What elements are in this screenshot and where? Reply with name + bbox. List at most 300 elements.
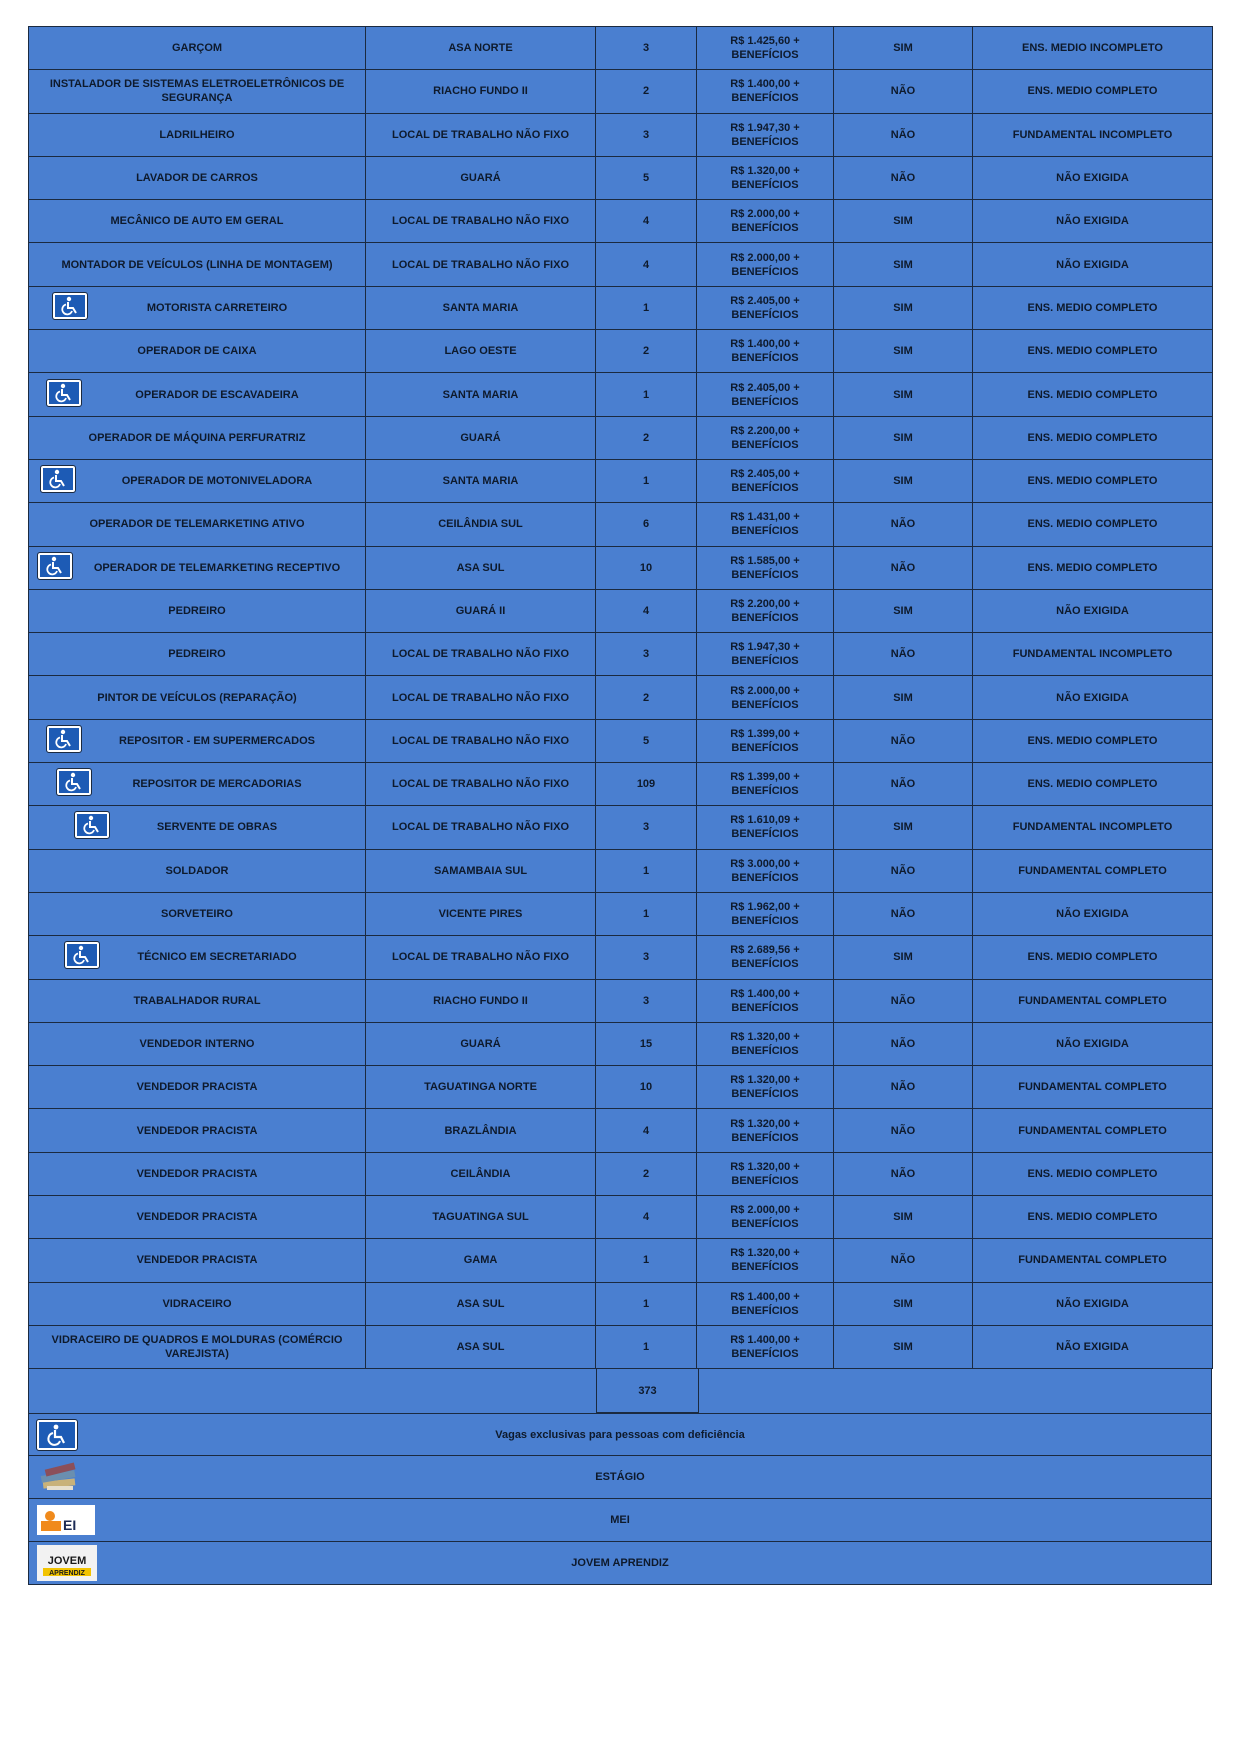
salary-amount: R$ 1.400,00 + — [730, 78, 800, 91]
occupation-cell — [29, 1066, 366, 1109]
salary-amount: R$ 2.405,00 + — [730, 294, 800, 307]
vacancies-cell: 4 — [596, 1109, 697, 1152]
experience-cell: SIM — [834, 243, 973, 286]
experience-cell: SIM — [834, 1196, 973, 1239]
vacancies-cell: 3 — [596, 936, 697, 979]
legend-mei-row — [28, 1499, 1212, 1542]
table-row — [29, 719, 1213, 762]
salary-amount: R$ 1.400,00 + — [730, 338, 800, 351]
salary-benefits: BENEFÍCIOS — [731, 1001, 799, 1014]
occupation-cell — [29, 373, 366, 416]
location-cell: BRAZLÂNDIA — [366, 1109, 596, 1152]
wheelchair-icon — [47, 380, 81, 410]
education-cell: ENS. MEDIO COMPLETO — [973, 503, 1213, 546]
vacancies-cell: 3 — [596, 806, 697, 849]
experience-cell: NÃO — [834, 892, 973, 935]
job-rows — [29, 27, 1213, 1369]
vacancies-cell: 1 — [596, 1282, 697, 1325]
experience-cell: NÃO — [834, 1109, 973, 1152]
vacancies-cell: 1 — [596, 1239, 697, 1282]
education-cell: FUNDAMENTAL COMPLETO — [973, 1239, 1213, 1282]
experience-cell: NÃO — [834, 156, 973, 199]
salary-amount: R$ 1.399,00 + — [730, 727, 800, 740]
salary-benefits: BENEFÍCIOS — [731, 438, 799, 451]
salary-cell — [697, 1282, 834, 1325]
salary-cell — [697, 849, 834, 892]
location-cell: LAGO OESTE — [366, 330, 596, 373]
job-vacancies-table — [28, 26, 1213, 1369]
location-cell: LOCAL DE TRABALHO NÃO FIXO — [366, 676, 596, 719]
location-cell: ASA NORTE — [366, 27, 596, 70]
table-row — [29, 936, 1213, 979]
experience-cell: NÃO — [834, 763, 973, 806]
vacancies-cell: 1 — [596, 459, 697, 502]
table-row — [29, 1022, 1213, 1065]
salary-amount: R$ 1.425,60 + — [730, 35, 800, 48]
wheelchair-icon — [75, 812, 109, 842]
salary-cell — [697, 892, 834, 935]
salary-benefits: BENEFÍCIOS — [731, 871, 799, 884]
legend-pcd-row — [28, 1413, 1212, 1456]
vacancies-cell: 1 — [596, 849, 697, 892]
salary-benefits: BENEFÍCIOS — [731, 1261, 799, 1274]
salary-amount: R$ 1.400,00 + — [730, 1334, 800, 1347]
education-cell: NÃO EXIGIDA — [973, 589, 1213, 632]
experience-cell: SIM — [834, 200, 973, 243]
experience-cell: SIM — [834, 676, 973, 719]
location-cell: TAGUATINGA NORTE — [366, 1066, 596, 1109]
table-row — [29, 849, 1213, 892]
education-cell: FUNDAMENTAL INCOMPLETO — [973, 113, 1213, 156]
occupation-label: PINTOR DE VEÍCULOS (REPARAÇÃO) — [97, 691, 297, 704]
occupation-label: VENDEDOR PRACISTA — [136, 1124, 258, 1137]
location-cell: TAGUATINGA SUL — [366, 1196, 596, 1239]
table-row — [29, 503, 1213, 546]
experience-cell: SIM — [834, 1325, 973, 1368]
salary-benefits: BENEFÍCIOS — [731, 612, 799, 624]
experience-cell: NÃO — [834, 503, 973, 546]
occupation-cell — [29, 113, 366, 156]
salary-amount: R$ 1.962,00 + — [730, 901, 800, 914]
occupation-label: OPERADOR DE CAIXA — [137, 345, 257, 358]
education-cell: ENS. MEDIO COMPLETO — [973, 330, 1213, 373]
vacancies-cell: 3 — [596, 27, 697, 70]
education-cell: NÃO EXIGIDA — [973, 1325, 1213, 1368]
salary-cell — [697, 979, 834, 1022]
occupation-label: SORVETEIRO — [161, 908, 233, 921]
total-row — [28, 1369, 1212, 1413]
occupation-label: SERVENTE DE OBRAS — [156, 821, 278, 834]
location-cell: RIACHO FUNDO II — [366, 979, 596, 1022]
vacancies-cell: 6 — [596, 503, 697, 546]
salary-amount: R$ 2.000,00 + — [730, 1204, 800, 1217]
table-row — [29, 1325, 1213, 1368]
salary-amount: R$ 1.585,00 + — [730, 554, 800, 567]
salary-amount: R$ 1.947,30 + — [730, 121, 800, 134]
experience-cell: SIM — [834, 416, 973, 459]
occupation-cell — [29, 849, 366, 892]
occupation-label: OPERADOR DE MOTONIVELADORA — [121, 475, 313, 488]
education-cell: NÃO EXIGIDA — [973, 200, 1213, 243]
occupation-label: OPERADOR DE TELEMARKETING RECEPTIVO — [93, 561, 341, 574]
occupation-cell — [29, 459, 366, 502]
salary-benefits: BENEFÍCIOS — [731, 1304, 799, 1317]
salary-benefits: BENEFÍCIOS — [731, 49, 799, 62]
experience-cell: NÃO — [834, 70, 973, 113]
occupation-label: MECÂNICO DE AUTO EM GERAL — [110, 215, 284, 228]
occupation-label: SOLDADOR — [165, 864, 229, 877]
legend-pcd-text: Vagas exclusivas para pessoas com deficiência — [495, 1428, 745, 1441]
salary-cell — [697, 1325, 834, 1368]
salary-benefits: BENEFÍCIOS — [731, 308, 799, 321]
salary-cell — [697, 589, 834, 632]
experience-cell: SIM — [834, 1282, 973, 1325]
legend-mei-text: MEI — [610, 1514, 630, 1527]
salary-amount: R$ 1.320,00 + — [730, 165, 800, 178]
table-row — [29, 892, 1213, 935]
salary-amount: R$ 1.431,00 + — [730, 511, 800, 524]
occupation-label: MONTADOR DE VEÍCULOS (LINHA DE MONTAGEM) — [61, 258, 333, 271]
education-cell: FUNDAMENTAL INCOMPLETO — [973, 806, 1213, 849]
occupation-cell — [29, 330, 366, 373]
table-row — [29, 200, 1213, 243]
salary-cell — [697, 719, 834, 762]
occupation-label: VENDEDOR INTERNO — [139, 1037, 255, 1050]
location-cell: ASA SUL — [366, 1282, 596, 1325]
occupation-label: PEDREIRO — [168, 648, 226, 661]
salary-amount: R$ 2.405,00 + — [730, 468, 800, 481]
wheelchair-icon — [57, 769, 91, 799]
occupation-cell — [29, 286, 366, 329]
occupation-label: VENDEDOR PRACISTA — [136, 1254, 258, 1267]
location-cell: GUARÁ II — [366, 589, 596, 632]
table-row — [29, 979, 1213, 1022]
salary-cell — [697, 200, 834, 243]
mei-logo — [37, 1505, 95, 1535]
salary-cell — [697, 156, 834, 199]
education-cell: NÃO EXIGIDA — [973, 243, 1213, 286]
occupation-cell — [29, 156, 366, 199]
education-cell: FUNDAMENTAL COMPLETO — [973, 1109, 1213, 1152]
education-cell: ENS. MEDIO COMPLETO — [973, 546, 1213, 589]
education-cell: ENS. MEDIO COMPLETO — [973, 1152, 1213, 1195]
vacancies-cell: 2 — [596, 70, 697, 113]
vacancies-cell: 2 — [596, 676, 697, 719]
occupation-cell — [29, 936, 366, 979]
location-cell: LOCAL DE TRABALHO NÃO FIXO — [366, 243, 596, 286]
salary-cell — [697, 1022, 834, 1065]
salary-amount: R$ 1.399,00 + — [730, 771, 800, 784]
education-cell: FUNDAMENTAL COMPLETO — [973, 849, 1213, 892]
salary-amount: R$ 1.400,00 + — [730, 1290, 800, 1303]
education-cell: ENS. MEDIO COMPLETO — [973, 286, 1213, 329]
experience-cell: NÃO — [834, 113, 973, 156]
salary-benefits: BENEFÍCIOS — [731, 395, 799, 408]
salary-benefits: BENEFÍCIOS — [731, 482, 799, 495]
occupation-cell — [29, 633, 366, 676]
books-icon — [37, 1460, 81, 1494]
wheelchair-icon — [53, 293, 87, 323]
salary-amount: R$ 3.000,00 + — [730, 857, 800, 870]
table-row — [29, 70, 1213, 113]
occupation-cell — [29, 1239, 366, 1282]
occupation-cell — [29, 979, 366, 1022]
salary-amount: R$ 1.320,00 + — [730, 1117, 800, 1130]
vacancies-cell: 10 — [596, 546, 697, 589]
location-cell: RIACHO FUNDO II — [366, 70, 596, 113]
occupation-cell — [29, 416, 366, 459]
salary-benefits: BENEFÍCIOS — [731, 525, 799, 538]
vacancies-cell: 10 — [596, 1066, 697, 1109]
vacancies-cell: 15 — [596, 1022, 697, 1065]
education-cell: NÃO EXIGIDA — [973, 676, 1213, 719]
salary-amount: R$ 1.400,00 + — [730, 987, 800, 1000]
svg-text:APRENDIZ: APRENDIZ — [49, 1570, 85, 1578]
experience-cell: NÃO — [834, 1152, 973, 1195]
legend-estagio-row — [28, 1456, 1212, 1499]
occupation-cell — [29, 1196, 366, 1239]
occupation-label: VENDEDOR PRACISTA — [136, 1211, 258, 1224]
table-row — [29, 676, 1213, 719]
occupation-label: LADRILHEIRO — [159, 128, 235, 141]
experience-cell: NÃO — [834, 979, 973, 1022]
vacancies-cell: 3 — [596, 113, 697, 156]
salary-cell — [697, 286, 834, 329]
location-cell: ASA SUL — [366, 1325, 596, 1368]
occupation-cell — [29, 1325, 366, 1368]
location-cell: SANTA MARIA — [366, 373, 596, 416]
occupation-cell — [29, 892, 366, 935]
experience-cell: NÃO — [834, 1239, 973, 1282]
vacancies-cell: 1 — [596, 1325, 697, 1368]
vacancies-cell: 5 — [596, 719, 697, 762]
experience-cell: SIM — [834, 936, 973, 979]
occupation-cell — [29, 503, 366, 546]
salary-benefits: BENEFÍCIOS — [731, 1131, 799, 1144]
table-row — [29, 156, 1213, 199]
occupation-cell — [29, 1282, 366, 1325]
occupation-label: VENDEDOR PRACISTA — [136, 1167, 258, 1180]
education-cell: FUNDAMENTAL INCOMPLETO — [973, 633, 1213, 676]
salary-benefits: BENEFÍCIOS — [731, 915, 799, 928]
salary-amount: R$ 2.000,00 + — [730, 251, 800, 264]
salary-cell — [697, 806, 834, 849]
salary-amount: R$ 1.947,30 + — [730, 641, 800, 654]
vacancies-cell: 1 — [596, 892, 697, 935]
location-cell: GUARÁ — [366, 416, 596, 459]
vacancies-cell: 5 — [596, 156, 697, 199]
salary-amount: R$ 2.405,00 + — [730, 381, 800, 394]
location-cell: GAMA — [366, 1239, 596, 1282]
table-row — [29, 1066, 1213, 1109]
salary-benefits: BENEFÍCIOS — [731, 1174, 799, 1187]
salary-cell — [697, 416, 834, 459]
location-cell: VICENTE PIRES — [366, 892, 596, 935]
vacancies-cell: 4 — [596, 243, 697, 286]
occupation-label: VIDRACEIRO — [162, 1297, 232, 1310]
experience-cell: NÃO — [834, 633, 973, 676]
vacancies-cell: 4 — [596, 200, 697, 243]
vacancies-cell: 4 — [596, 1196, 697, 1239]
experience-cell: SIM — [834, 459, 973, 502]
salary-benefits: BENEFÍCIOS — [731, 222, 799, 235]
education-cell: NÃO EXIGIDA — [973, 1022, 1213, 1065]
location-cell: SANTA MARIA — [366, 459, 596, 502]
occupation-label: GARÇOM — [171, 42, 223, 55]
wheelchair-icon — [47, 726, 81, 756]
job-vacancies-sheet — [28, 26, 1212, 1585]
salary-cell — [697, 330, 834, 373]
location-cell: GUARÁ — [366, 156, 596, 199]
occupation-cell — [29, 200, 366, 243]
occupation-label: REPOSITOR - EM SUPERMERCADOS — [119, 734, 315, 747]
location-cell: LOCAL DE TRABALHO NÃO FIXO — [366, 633, 596, 676]
occupation-cell — [29, 676, 366, 719]
occupation-label: OPERADOR DE MÁQUINA PERFURATRIZ — [88, 431, 306, 444]
occupation-cell — [29, 546, 366, 589]
occupation-cell — [29, 589, 366, 632]
salary-amount: R$ 1.320,00 + — [730, 1030, 800, 1043]
vacancies-cell: 1 — [596, 286, 697, 329]
salary-cell — [697, 70, 834, 113]
experience-cell: NÃO — [834, 1022, 973, 1065]
salary-benefits: BENEFÍCIOS — [731, 135, 799, 148]
salary-amount: R$ 1.610,09 + — [730, 814, 800, 827]
occupation-label: REPOSITOR DE MERCADORIAS — [132, 778, 302, 791]
salary-amount: R$ 2.689,56 + — [730, 944, 800, 957]
salary-amount: R$ 2.000,00 + — [730, 684, 800, 697]
jovem-aprendiz-logo — [37, 1545, 97, 1581]
salary-benefits: BENEFÍCIOS — [731, 352, 799, 365]
salary-benefits: BENEFÍCIOS — [731, 92, 799, 105]
experience-cell: SIM — [834, 27, 973, 70]
occupation-label: OPERADOR DE TELEMARKETING ATIVO — [89, 518, 305, 531]
location-cell: LOCAL DE TRABALHO NÃO FIXO — [366, 936, 596, 979]
table-row — [29, 1239, 1213, 1282]
experience-cell: SIM — [834, 589, 973, 632]
vacancies-cell: 3 — [596, 633, 697, 676]
occupation-cell — [29, 70, 366, 113]
education-cell: ENS. MEDIO COMPLETO — [973, 416, 1213, 459]
occupation-label: OPERADOR DE ESCAVADEIRA — [135, 388, 299, 401]
salary-cell — [697, 546, 834, 589]
salary-cell — [697, 1066, 834, 1109]
table-row — [29, 633, 1213, 676]
experience-cell: SIM — [834, 806, 973, 849]
table-row — [29, 459, 1213, 502]
table-row — [29, 806, 1213, 849]
salary-benefits: BENEFÍCIOS — [731, 1044, 799, 1057]
table-row — [29, 243, 1213, 286]
experience-cell: NÃO — [834, 546, 973, 589]
vacancies-cell: 109 — [596, 763, 697, 806]
salary-benefits: BENEFÍCIOS — [731, 1218, 799, 1231]
occupation-cell — [29, 806, 366, 849]
table-row — [29, 113, 1213, 156]
education-cell: FUNDAMENTAL COMPLETO — [973, 979, 1213, 1022]
wheelchair-icon — [37, 1420, 77, 1450]
legend-jovem-row — [28, 1542, 1212, 1585]
education-cell: NÃO EXIGIDA — [973, 892, 1213, 935]
salary-benefits: BENEFÍCIOS — [731, 179, 799, 192]
location-cell: ASA SUL — [366, 546, 596, 589]
salary-benefits: BENEFÍCIOS — [731, 568, 799, 581]
salary-cell — [697, 936, 834, 979]
occupation-label: MOTORISTA CARRETEIRO — [146, 301, 288, 314]
occupation-label: TRABALHADOR RURAL — [133, 994, 261, 1007]
vacancies-cell: 4 — [596, 589, 697, 632]
occupation-cell — [29, 27, 366, 70]
occupation-label: LAVADOR DE CARROS — [136, 172, 258, 185]
location-cell: LOCAL DE TRABALHO NÃO FIXO — [366, 200, 596, 243]
table-row — [29, 286, 1213, 329]
experience-cell: SIM — [834, 373, 973, 416]
education-cell: ENS. MEDIO COMPLETO — [973, 70, 1213, 113]
education-cell: ENS. MEDIO COMPLETO — [973, 373, 1213, 416]
education-cell: ENS. MEDIO INCOMPLETO — [973, 27, 1213, 70]
occupation-label: TÉCNICO EM SECRETARIADO — [137, 951, 297, 964]
legend-estagio-text: ESTÁGIO — [595, 1471, 645, 1484]
occupation-cell — [29, 243, 366, 286]
salary-amount: R$ 1.320,00 + — [730, 1160, 800, 1173]
experience-cell: SIM — [834, 286, 973, 329]
salary-benefits: BENEFÍCIOS — [731, 655, 799, 668]
table-row — [29, 373, 1213, 416]
svg-text:EI: EI — [63, 1517, 77, 1534]
location-cell: SANTA MARIA — [366, 286, 596, 329]
location-cell: LOCAL DE TRABALHO NÃO FIXO — [366, 719, 596, 762]
salary-cell — [697, 1152, 834, 1195]
vacancies-cell: 2 — [596, 416, 697, 459]
education-cell: FUNDAMENTAL COMPLETO — [973, 1066, 1213, 1109]
vacancies-cell: 2 — [596, 330, 697, 373]
salary-cell — [697, 1109, 834, 1152]
salary-cell — [697, 633, 834, 676]
education-cell: NÃO EXIGIDA — [973, 1282, 1213, 1325]
svg-text:JOVEM: JOVEM — [47, 1555, 87, 1568]
salary-cell — [697, 459, 834, 502]
education-cell: ENS. MEDIO COMPLETO — [973, 763, 1213, 806]
occupation-label: VENDEDOR PRACISTA — [136, 1081, 258, 1094]
occupation-label: PEDREIRO — [168, 605, 226, 617]
education-cell: NÃO EXIGIDA — [973, 156, 1213, 199]
total-vacancies: 373 — [596, 1369, 699, 1413]
location-cell: SAMAMBAIA SUL — [366, 849, 596, 892]
experience-cell: NÃO — [834, 719, 973, 762]
salary-benefits: BENEFÍCIOS — [731, 741, 799, 754]
salary-benefits: BENEFÍCIOS — [731, 1348, 799, 1361]
location-cell: LOCAL DE TRABALHO NÃO FIXO — [366, 806, 596, 849]
education-cell: ENS. MEDIO COMPLETO — [973, 1196, 1213, 1239]
experience-cell: NÃO — [834, 849, 973, 892]
experience-cell: SIM — [834, 330, 973, 373]
experience-cell: NÃO — [834, 1066, 973, 1109]
education-cell: ENS. MEDIO COMPLETO — [973, 719, 1213, 762]
salary-benefits: BENEFÍCIOS — [731, 785, 799, 798]
occupation-cell — [29, 1152, 366, 1195]
salary-cell — [697, 1239, 834, 1282]
wheelchair-icon — [38, 553, 72, 583]
location-cell: CEILÂNDIA — [366, 1152, 596, 1195]
table-row — [29, 546, 1213, 589]
salary-amount: R$ 2.000,00 + — [730, 208, 800, 221]
salary-cell — [697, 373, 834, 416]
occupation-cell — [29, 763, 366, 806]
salary-cell — [697, 113, 834, 156]
salary-cell — [697, 27, 834, 70]
salary-benefits: BENEFÍCIOS — [731, 828, 799, 841]
salary-cell — [697, 763, 834, 806]
